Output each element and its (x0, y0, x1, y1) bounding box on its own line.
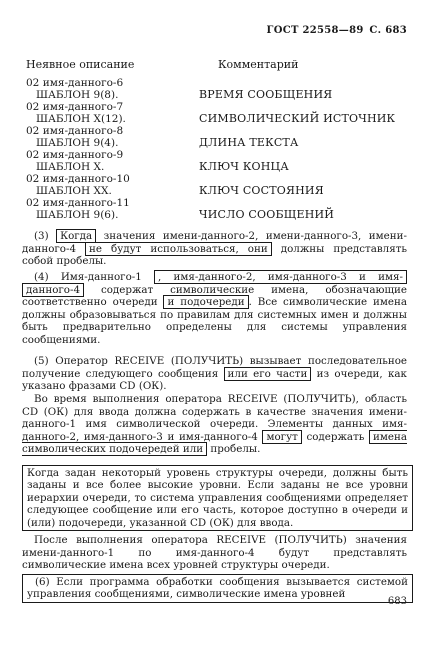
paragraph-number: (3) (34, 230, 49, 242)
entry-level-line: 02 имя-данного-9 (26, 149, 124, 161)
boxed-block-hierarchy: Когда задан некоторый уровень структуры очереди, должны быть заданы и все более высокие уровни. Если заданы не все уровни иерархии очереди, то система управления сообщениями определяет следующее сообщение или его часть, которое доступно в очереди и (или) подочереди, указанной CD (ОК) для ввода. (22, 465, 413, 531)
paragraph-6 (22, 393, 407, 456)
column-header-implicit: Неявное описание (26, 58, 135, 71)
entry-level-line: 02 имя-данного-6 (26, 77, 124, 89)
paragraph-4 (22, 271, 407, 347)
boxed-text: данного-4 (22, 283, 84, 297)
paragraph-5 (22, 355, 407, 393)
entry-picture-line: ШАБЛОН 9(4). (36, 137, 119, 149)
page-header (264, 25, 407, 36)
paragraph-text: . Все символические имена должны образовываться по правилам для системных имен и должны быть предварительно определены для системы управления сообщениями. (22, 296, 407, 346)
entry-level-line: 02 имя-данного-7 (26, 101, 124, 113)
boxed-text: или его части (224, 367, 312, 381)
entry-comment: ЧИСЛО СООБЩЕНИЙ (199, 208, 335, 221)
paragraph-text: из очереди, как указано фразами CD (ОК). (22, 367, 407, 393)
page-number: 683 (387, 596, 407, 607)
boxed-text: не будут использоваться, они (85, 242, 272, 256)
entry-comment: КЛЮЧ СОСТОЯНИЯ (199, 184, 324, 197)
page-reference: С. 683 (369, 25, 407, 36)
paragraph-7: После выполнения оператора RECEIVE (ПОЛУЧИТЬ) значения имени-данного-1 по имя-данного-4 будут представлять символические имена всех уровней структуры очереди. (22, 534, 407, 572)
paragraph-text: пробелы. (210, 443, 261, 456)
entry-picture-line: ШАБЛОН XX. (36, 185, 112, 197)
boxed-text: имена символических подочередей или (22, 430, 407, 456)
entry-level-line: 02 имя-данного-10 (26, 173, 130, 185)
boxed-text: , имя-данного-2, имя-данного-3 и имя- (154, 270, 407, 284)
entry-comment: ВРЕМЯ СООБЩЕНИЯ (199, 88, 333, 101)
entry-level-line: 02 имя-данного-8 (26, 125, 124, 137)
boxed-keyword: Когда (56, 229, 96, 243)
entry-level-line: 02 имя-данного-11 (26, 197, 130, 209)
entry-picture-line: ШАБЛОН 9(6). (36, 209, 119, 221)
boxed-text: могут (262, 430, 301, 444)
entry-comment: ДЛИНА ТЕКСТА (199, 136, 299, 149)
paragraph-text: содержать (306, 430, 365, 443)
gost-number: ГОСТ 22558—89 (266, 25, 364, 36)
paragraph-text: должны представлять собой пробелы. (22, 242, 407, 268)
paragraph-3 (22, 230, 407, 268)
boxed-text: и подочереди (163, 295, 248, 309)
paragraph-text: значения имени-данного-2, имени-данного-3, имени-данного-4 (22, 230, 407, 255)
paragraph-text: Во время выполнения оператора RECEIVE (ПОЛУЧИТЬ), область CD (ОК) для ввода должна содержать в качестве значения имени-данного-1 имя символической очереди. Элементы данных имя-данного-2, имя-данного-3 и имя-данного-4 (22, 393, 407, 443)
entry-comment: СИМВОЛИЧЕСКИЙ ИСТОЧНИК (199, 112, 396, 125)
entry-picture-line: ШАБЛОН X(12). (36, 113, 126, 125)
boxed-block-paragraph-6: (6) Если программа обработки сообщения вызывается системой управления сообщениями, символические имена уровней (22, 574, 413, 603)
paragraph-text: содержат символические имена, обозначающие соответственно очереди (22, 283, 407, 309)
column-header-comment: Комментарий (218, 58, 299, 71)
entry-comment: КЛЮЧ КОНЦА (199, 160, 289, 173)
entry-picture-line: ШАБЛОН 9(8). (36, 89, 119, 101)
paragraph-text: (4) Имя-данного-1 (34, 271, 142, 283)
entry-picture-line: ШАБЛОН X. (36, 161, 105, 173)
paragraph-text: (5) Оператор RECEIVE (ПОЛУЧИТЬ) вызывает последовательное получение следующего сообщения (22, 355, 407, 380)
